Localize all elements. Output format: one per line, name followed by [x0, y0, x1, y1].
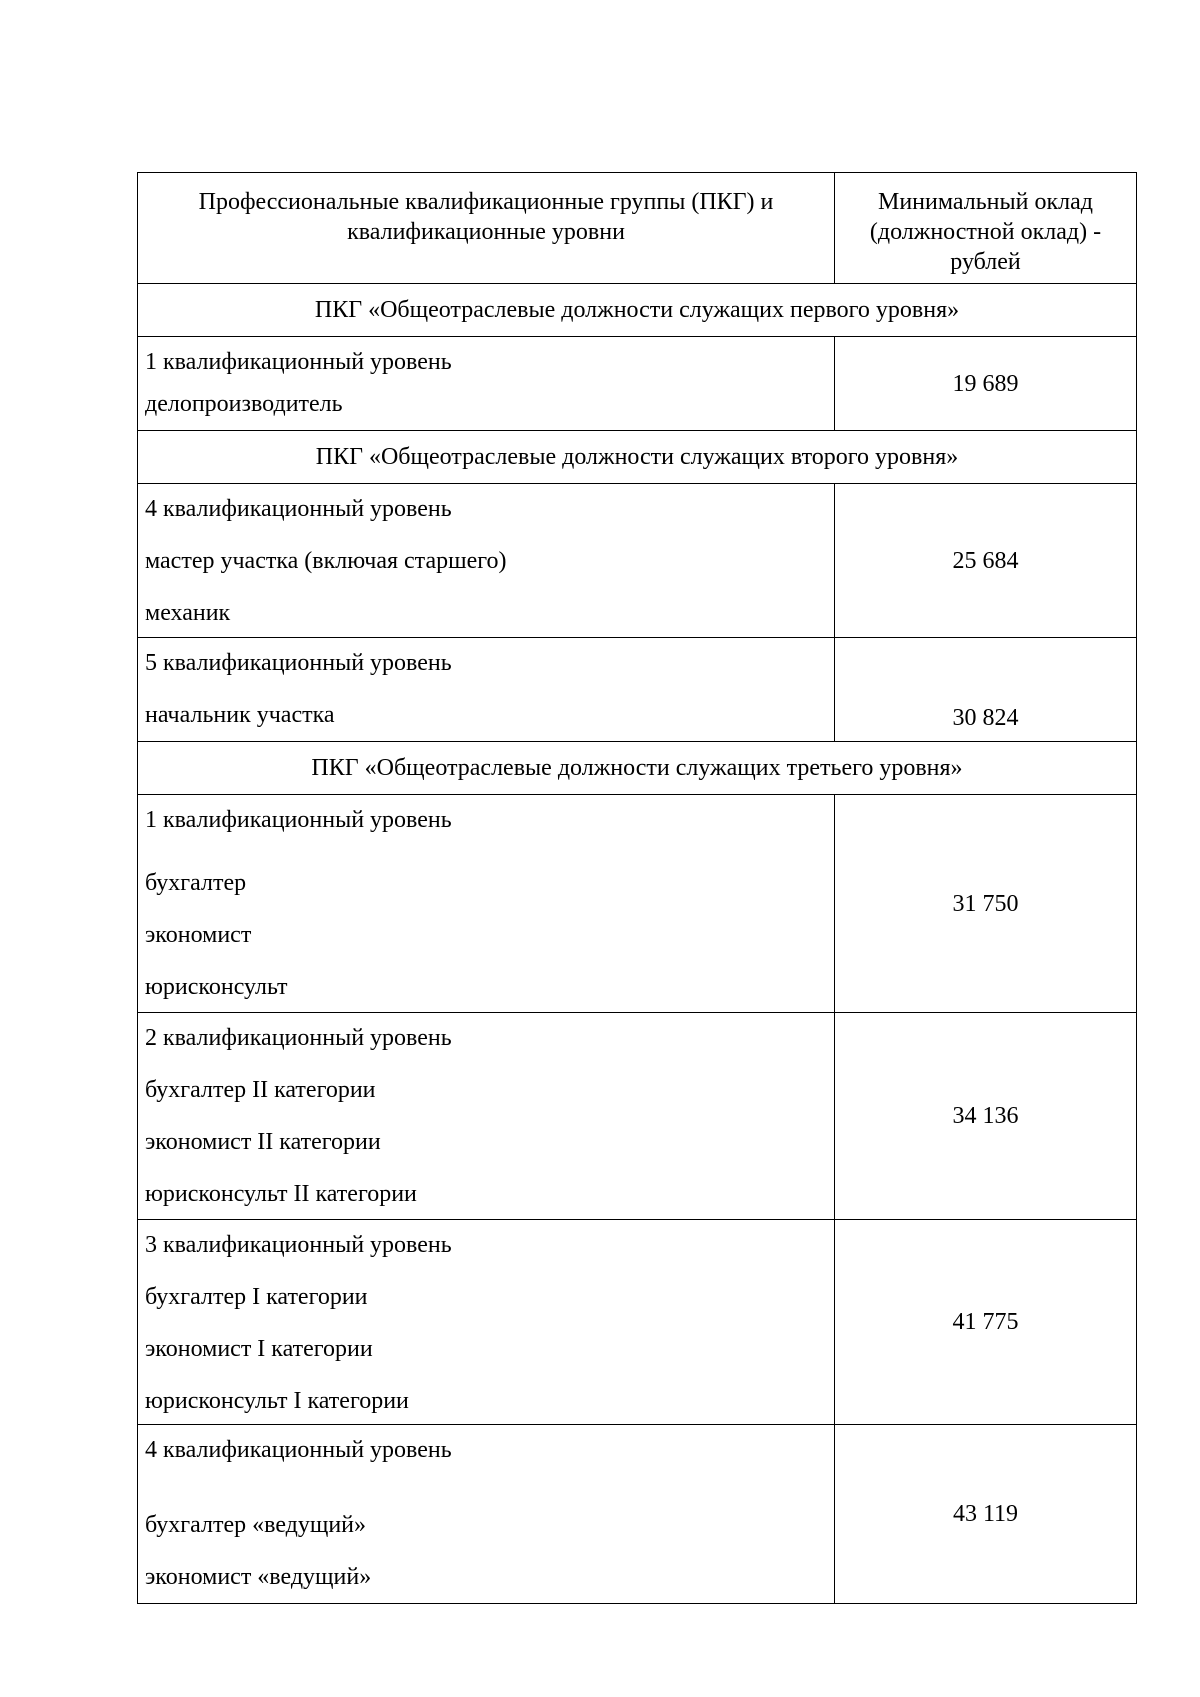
- group-title: ПКГ «Общеотраслевые должности служащих первого уровня»: [138, 284, 1137, 337]
- level-cell: [138, 484, 835, 638]
- group-title: ПКГ «Общеотраслевые должности служащих третьего уровня»: [138, 742, 1137, 795]
- salary-table: [137, 172, 1137, 1604]
- salary-value: 43 119: [835, 1425, 1137, 1604]
- level-row: [138, 337, 1137, 431]
- position-name: юрисконсульт II категории: [145, 1181, 417, 1207]
- level-row: [138, 484, 1137, 638]
- header-text-line: Минимальный оклад: [878, 189, 1093, 215]
- position-name: механик: [145, 600, 231, 626]
- header-groups-levels: [138, 173, 835, 284]
- level-cell: [138, 1425, 835, 1604]
- group-row: [138, 742, 1137, 795]
- level-cell: [138, 1013, 835, 1220]
- salary-value: 31 750: [835, 795, 1137, 1013]
- position-name: юрисконсульт I категории: [145, 1388, 409, 1414]
- level-name: 3 квалификационный уровень: [145, 1232, 452, 1258]
- header-text-line: рублей: [950, 249, 1021, 275]
- position-name: бухгалтер I категории: [145, 1284, 368, 1310]
- position-name: начальник участка: [145, 702, 335, 728]
- level-row: [138, 1013, 1137, 1220]
- header-min-salary: [835, 173, 1137, 284]
- level-row: [138, 638, 1137, 742]
- position-name: мастер участка (включая старшего): [145, 548, 507, 574]
- group-row: [138, 284, 1137, 337]
- position-name: экономист I категории: [145, 1336, 373, 1362]
- level-row: [138, 795, 1137, 1013]
- position-name: бухгалтер II категории: [145, 1077, 376, 1103]
- group-row: [138, 431, 1137, 484]
- salary-value: 19 689: [835, 337, 1137, 431]
- level-cell: [138, 795, 835, 1013]
- level-cell: [138, 1220, 835, 1425]
- salary-value: 25 684: [835, 484, 1137, 638]
- position-name: юрисконсульт: [145, 974, 288, 1000]
- salary-value: 30 824: [835, 638, 1137, 742]
- salary-value: 34 136: [835, 1013, 1137, 1220]
- position-name: экономист «ведущий»: [145, 1564, 372, 1590]
- level-name: 4 квалификационный уровень: [145, 496, 452, 522]
- level-name: 4 квалификационный уровень: [145, 1437, 452, 1463]
- position-name: бухгалтер «ведущий»: [145, 1512, 367, 1538]
- level-cell: [138, 638, 835, 742]
- level-row: [138, 1425, 1137, 1604]
- level-name: 1 квалификационный уровень: [145, 349, 452, 375]
- position-name: экономист: [145, 922, 252, 948]
- position-name: экономист II категории: [145, 1129, 381, 1155]
- group-title: ПКГ «Общеотраслевые должности служащих второго уровня»: [138, 431, 1137, 484]
- level-cell: [138, 337, 835, 431]
- level-name: 1 квалификационный уровень: [145, 807, 452, 833]
- level-row: [138, 1220, 1137, 1425]
- header-text-line: (должностной оклад) -: [869, 219, 1102, 245]
- header-text-line: Профессиональные квалификационные группы (ПКГ) и: [198, 189, 774, 215]
- table-header-row: [138, 173, 1137, 284]
- salary-value: 41 775: [835, 1220, 1137, 1425]
- header-text-line: квалификационные уровни: [347, 219, 625, 245]
- level-name: 2 квалификационный уровень: [145, 1025, 452, 1051]
- position-name: делопроизводитель: [145, 391, 343, 417]
- position-name: бухгалтер: [145, 870, 247, 896]
- level-name: 5 квалификационный уровень: [145, 650, 452, 676]
